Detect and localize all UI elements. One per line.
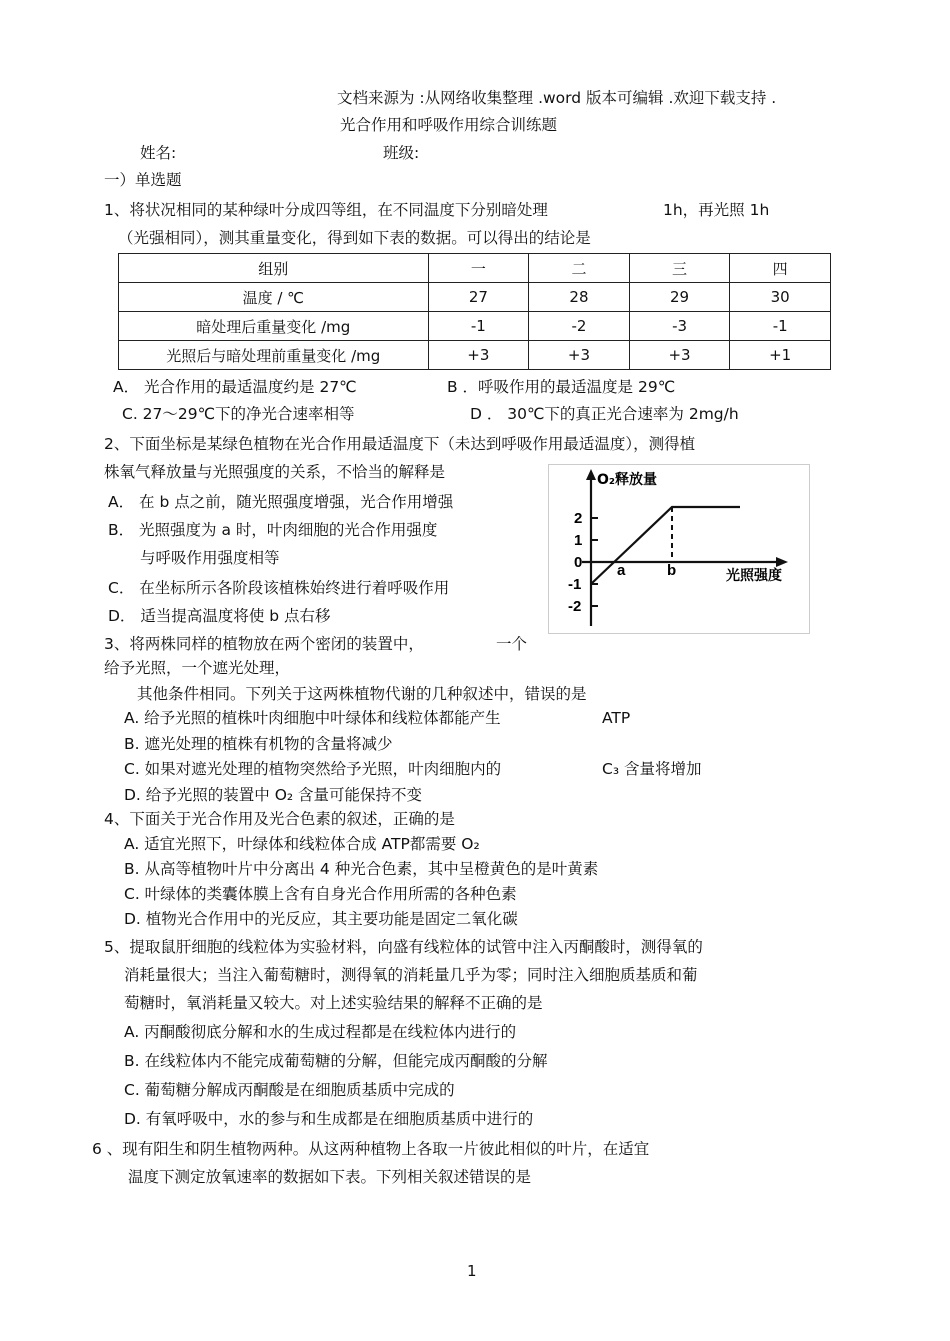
y-tick-label: -1 — [568, 576, 582, 593]
table-cell: 光照后与暗处理前重量变化 /mg — [119, 341, 429, 370]
q4-line1: 4、下面关于光合作用及光合色素的叙述，正确的是 — [104, 810, 455, 828]
table-row — [119, 254, 831, 283]
page-title: 光合作用和呼吸作用综合训练题 — [340, 116, 558, 134]
section-heading: 一）单选题 — [104, 171, 182, 189]
q1-option-c: C. 27～29℃下的净光合速率相等 — [122, 405, 355, 423]
q2-option-b-cont: 与呼吸作用强度相等 — [140, 549, 280, 567]
q3-option-c-tail: C₃ 含量将增加 — [602, 760, 702, 778]
table-cell: -3 — [629, 312, 730, 341]
table-cell: 28 — [529, 283, 630, 312]
table-cell: 温度 / ℃ — [119, 283, 429, 312]
source-line: 文档来源为 :从网络收集整理 .word 版本可编辑 .欢迎下载支持 . — [337, 89, 777, 107]
q3-line1b: 一个 — [496, 635, 528, 653]
table-row — [119, 341, 831, 370]
q5-option-b: B. 在线粒体内不能完成葡萄糖的分解，但能完成丙酮酸的分解 — [124, 1052, 548, 1070]
table-cell: +3 — [428, 341, 529, 370]
table-cell: 暗处理后重量变化 /mg — [119, 312, 429, 341]
q1-option-d: D ． 30℃下的真正光合速率为 2mg/h — [470, 405, 739, 423]
table-cell: 二 — [529, 254, 630, 283]
q2-line2: 株氧气释放量与光照强度的关系，不恰当的解释是 — [104, 463, 446, 481]
q1-line2: （光强相同），测其重量变化，得到如下表的数据。可以得出的结论是 — [118, 229, 591, 247]
y-tick-label: 2 — [574, 510, 583, 527]
q2-option-b: B． 光照强度为 a 时，叶肉细胞的光合作用强度 — [108, 521, 438, 539]
q3-line3: 其他条件相同。下列关于这两株植物代谢的几种叙述中，错误的是 — [137, 685, 587, 703]
name-label: 姓名: — [140, 144, 177, 162]
table-row — [119, 283, 831, 312]
table-cell: 30 — [730, 283, 831, 312]
q2-option-d: D． 适当提高温度将使 b 点右移 — [108, 607, 331, 625]
q4-option-d: D. 植物光合作用中的光反应，其主要功能是固定二氧化碳 — [124, 910, 518, 928]
q4-option-a: A. 适宜光照下，叶绿体和线粒体合成 ATP都需要 O₂ — [124, 835, 480, 853]
q3-option-b: B. 遮光处理的植株有机物的含量将减少 — [124, 735, 393, 753]
q2-option-c: C． 在坐标所示各阶段该植株始终进行着呼吸作用 — [108, 579, 450, 597]
x-axis-title: 光照强度 — [726, 568, 782, 584]
table-cell: 四 — [730, 254, 831, 283]
o2-release-line — [591, 507, 740, 584]
q1-line1: 1、将状况相同的某种绿叶分成四等组，在不同温度下分别暗处理 — [104, 201, 548, 219]
q3-line1: 3、将两株同样的植物放在两个密闭的装置中， — [104, 635, 424, 653]
q5-line3: 萄糖时，氧消耗量又较大。对上述实验结果的解释不正确的是 — [124, 994, 543, 1012]
x-axis-arrow — [776, 557, 788, 567]
q3-option-a-tail: ATP — [602, 709, 631, 727]
table-cell: -1 — [730, 312, 831, 341]
q3-line2: 给予光照，一个遮光处理， — [104, 659, 291, 677]
y-axis-title: O₂释放量 — [597, 472, 658, 488]
q3-option-c: C. 如果对遮光处理的植物突然给予光照，叶肉细胞内的 — [124, 760, 502, 778]
q5-option-c: C. 葡萄糖分解成丙酮酸是在细胞质基质中完成的 — [124, 1081, 455, 1099]
q1-option-b: B ．呼吸作用的最适温度是 29℃ — [447, 378, 676, 396]
point-a-label: a — [617, 562, 626, 579]
q2-line1: 2、下面坐标是某绿色植物在光合作用最适温度下（未达到呼吸作用最适温度），测得植 — [104, 435, 696, 453]
table-row — [119, 312, 831, 341]
table-cell: 29 — [629, 283, 730, 312]
table-cell: 组别 — [119, 254, 429, 283]
table-cell: 27 — [428, 283, 529, 312]
q4-option-c: C. 叶绿体的类囊体膜上含有自身光合作用所需的各种色素 — [124, 885, 517, 903]
q4-option-b: B. 从高等植物叶片中分离出 4 种光合色素，其中呈橙黄色的是叶黄素 — [124, 860, 599, 878]
q5-option-d: D. 有氧呼吸中，水的参与和生成都是在细胞质基质中进行的 — [124, 1110, 534, 1128]
q5-line2: 消耗量很大；当注入葡萄糖时，测得氧的消耗量几乎为零；同时注入细胞质基质和葡 — [124, 966, 698, 984]
q1-line1b: 1h，再光照 1h — [663, 201, 770, 219]
q5-option-a: A. 丙酮酸彻底分解和水的生成过程都是在线粒体内进行的 — [124, 1023, 517, 1041]
table-cell: 三 — [629, 254, 730, 283]
table-cell: +3 — [529, 341, 630, 370]
table-cell: +3 — [629, 341, 730, 370]
table-cell: +1 — [730, 341, 831, 370]
table-cell: 一 — [428, 254, 529, 283]
point-b-label: b — [667, 562, 677, 579]
q2-option-a: A． 在 b 点之前，随光照强度增强，光合作用增强 — [108, 493, 454, 511]
table-cell: -1 — [428, 312, 529, 341]
q6-line1: 6 、现有阳生和阴生植物两种。从这两种植物上各取一片彼此相似的叶片，在适宜 — [92, 1140, 650, 1158]
page-number: 1 — [467, 1262, 477, 1280]
q1-option-a: A． 光合作用的最适温度约是 27℃ — [113, 378, 357, 396]
y-tick-label: 0 — [574, 554, 583, 571]
table-cell: -2 — [529, 312, 630, 341]
y-tick-label: -2 — [568, 598, 582, 615]
o2-light-graph — [548, 464, 810, 634]
q6-line2: 温度下测定放氧速率的数据如下表。下列相关叙述错误的是 — [128, 1168, 532, 1186]
class-label: 班级: — [383, 144, 420, 162]
y-tick-label: 1 — [574, 532, 583, 549]
q1-table — [118, 253, 831, 370]
q3-option-a: A. 给予光照的植株叶肉细胞中叶绿体和线粒体都能产生 — [124, 709, 501, 727]
y-axis-arrow — [586, 469, 596, 480]
q3-option-d: D. 给予光照的装置中 O₂ 含量可能保持不变 — [124, 786, 423, 804]
q5-line1: 5、提取鼠肝细胞的线粒体为实验材料，向盛有线粒体的试管中注入丙酮酸时，测得氧的 — [104, 938, 703, 956]
